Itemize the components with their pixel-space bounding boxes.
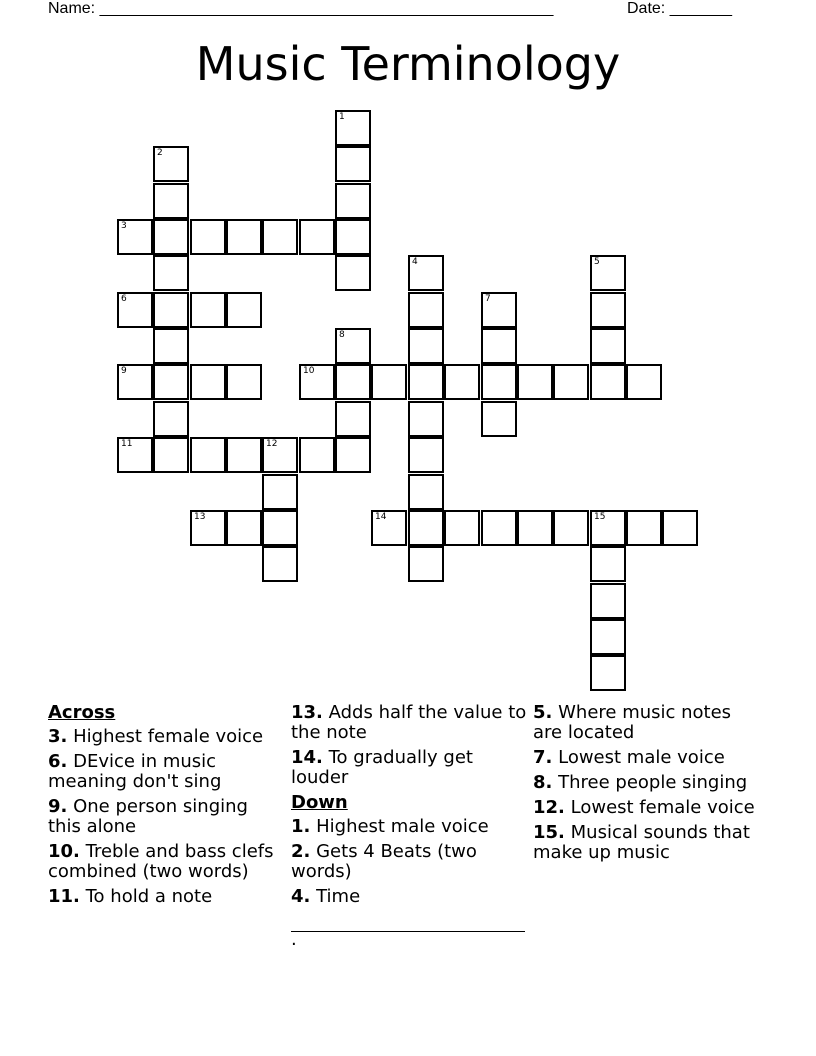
grid-cell[interactable]: [262, 510, 298, 546]
grid-cell[interactable]: [117, 364, 153, 400]
grid-cell[interactable]: [444, 510, 480, 546]
grid-cell[interactable]: [335, 401, 371, 437]
grid-cell[interactable]: [153, 364, 189, 400]
grid-cell[interactable]: [444, 364, 480, 400]
grid-cell[interactable]: [408, 510, 444, 546]
grid-cell[interactable]: [481, 328, 517, 364]
grid-cell[interactable]: [262, 474, 298, 510]
clue-number: 14: [375, 512, 387, 522]
grid-cell[interactable]: [590, 655, 626, 691]
clue-across-3: 3. Highest female voice: [48, 726, 264, 747]
grid-cell[interactable]: [262, 437, 298, 473]
grid-cell[interactable]: [262, 219, 298, 255]
grid-cell[interactable]: [481, 510, 517, 546]
trailing-dot: .: [291, 929, 297, 950]
clue-across-13: 13. Adds half the value to the note: [291, 702, 527, 743]
grid-cell[interactable]: [408, 474, 444, 510]
across-heading: Across: [48, 702, 116, 723]
clue-number: 2: [157, 148, 163, 158]
clue-down-1: 1. Highest male voice: [291, 816, 489, 837]
grid-cell[interactable]: [190, 219, 226, 255]
down-heading: Down: [291, 792, 348, 813]
clue-down-15: 15. Musical sounds that make up music: [533, 822, 750, 863]
grid-cell[interactable]: [662, 510, 698, 546]
grid-cell[interactable]: [335, 364, 371, 400]
grid-cell[interactable]: [408, 437, 444, 473]
clue-number: 10: [303, 366, 315, 376]
grid-cell[interactable]: [190, 292, 226, 328]
grid-cell[interactable]: [517, 364, 553, 400]
grid-cell[interactable]: [226, 437, 262, 473]
grid-cell[interactable]: [335, 219, 371, 255]
clue-across-11: 11. To hold a note: [48, 886, 213, 907]
grid-cell[interactable]: [553, 364, 589, 400]
date-field-line: Date: _______: [627, 0, 732, 17]
clue-number: 1: [339, 112, 345, 122]
grid-cell[interactable]: [226, 364, 262, 400]
clue-column-1: [48, 703, 278, 912]
grid-cell[interactable]: [590, 255, 626, 291]
grid-cell[interactable]: [226, 510, 262, 546]
name-field-line: Name: ___________________________________________________: [48, 0, 554, 17]
grid-cell[interactable]: [226, 219, 262, 255]
clue-number: 12: [266, 439, 278, 449]
clue-number: 11: [121, 439, 133, 449]
grid-cell[interactable]: [590, 619, 626, 655]
clue-number: 4: [412, 257, 418, 267]
grid-cell[interactable]: [517, 510, 553, 546]
grid-cell[interactable]: [590, 364, 626, 400]
grid-cell[interactable]: [590, 328, 626, 364]
grid-cell[interactable]: [371, 510, 407, 546]
grid-cell[interactable]: [153, 255, 189, 291]
grid-cell[interactable]: [335, 328, 371, 364]
grid-cell[interactable]: [408, 328, 444, 364]
clue-down-5: 5. Where music notes are located: [533, 702, 732, 743]
clue-number: 15: [594, 512, 606, 522]
grid-cell[interactable]: [626, 510, 662, 546]
grid-cell[interactable]: [481, 364, 517, 400]
clue-number: 8: [339, 330, 345, 340]
grid-cell[interactable]: [190, 437, 226, 473]
grid-cell[interactable]: [299, 437, 335, 473]
grid-cell[interactable]: [335, 255, 371, 291]
clue-down-2: 2. Gets 4 Beats (two words): [291, 841, 477, 882]
clue-number: 13: [194, 512, 206, 522]
clue-down-7: 7. Lowest male voice: [533, 747, 725, 768]
grid-cell[interactable]: [153, 146, 189, 182]
grid-cell[interactable]: [117, 292, 153, 328]
grid-cell[interactable]: [590, 583, 626, 619]
grid-cell[interactable]: [590, 510, 626, 546]
grid-cell[interactable]: [190, 364, 226, 400]
grid-cell[interactable]: [408, 546, 444, 582]
grid-cell[interactable]: [590, 292, 626, 328]
grid-cell[interactable]: [481, 401, 517, 437]
grid-cell[interactable]: [626, 364, 662, 400]
grid-cell[interactable]: [153, 183, 189, 219]
grid-cell[interactable]: [335, 146, 371, 182]
clue-column-3: [533, 703, 763, 868]
clue-number: 3: [121, 221, 127, 231]
grid-cell[interactable]: [117, 437, 153, 473]
grid-cell[interactable]: [153, 292, 189, 328]
grid-cell[interactable]: [590, 546, 626, 582]
grid-cell[interactable]: [153, 328, 189, 364]
clue-across-14: 14. To gradually get louder: [291, 747, 473, 788]
grid-cell[interactable]: [117, 219, 153, 255]
clue-down-12: 12. Lowest female voice: [533, 797, 755, 818]
grid-cell[interactable]: [408, 255, 444, 291]
grid-cell[interactable]: [335, 437, 371, 473]
grid-cell[interactable]: [371, 364, 407, 400]
clue-column-2: [291, 703, 527, 948]
grid-cell[interactable]: [335, 110, 371, 146]
clue-down-4: 4. Time: [291, 886, 361, 907]
clue-number: 5: [594, 257, 600, 267]
clue-across-10: 10. Treble and bass clefs combined (two words): [48, 841, 274, 882]
grid-cell[interactable]: [190, 510, 226, 546]
clue-across-9: 9. One person singing this alone: [48, 796, 248, 837]
grid-cell[interactable]: [408, 401, 444, 437]
grid-cell[interactable]: [299, 219, 335, 255]
grid-cell[interactable]: [153, 219, 189, 255]
grid-cell[interactable]: [262, 546, 298, 582]
grid-cell[interactable]: [408, 364, 444, 400]
grid-cell[interactable]: [153, 401, 189, 437]
grid-cell[interactable]: [226, 292, 262, 328]
page-title: Music Terminology: [195, 37, 621, 91]
clue-number: 6: [121, 294, 127, 304]
grid-cell[interactable]: [153, 437, 189, 473]
answer-blank-line: [291, 911, 525, 932]
grid-cell[interactable]: [408, 292, 444, 328]
clue-down-8: 8. Three people singing: [533, 772, 748, 793]
grid-cell[interactable]: [335, 183, 371, 219]
grid-cell[interactable]: [299, 364, 335, 400]
grid-cell[interactable]: [481, 292, 517, 328]
grid-cell[interactable]: [553, 510, 589, 546]
clue-number: 9: [121, 366, 127, 376]
clue-number: 7: [485, 294, 491, 304]
clue-across-6: 6. DEvice in music meaning don't sing: [48, 751, 222, 792]
